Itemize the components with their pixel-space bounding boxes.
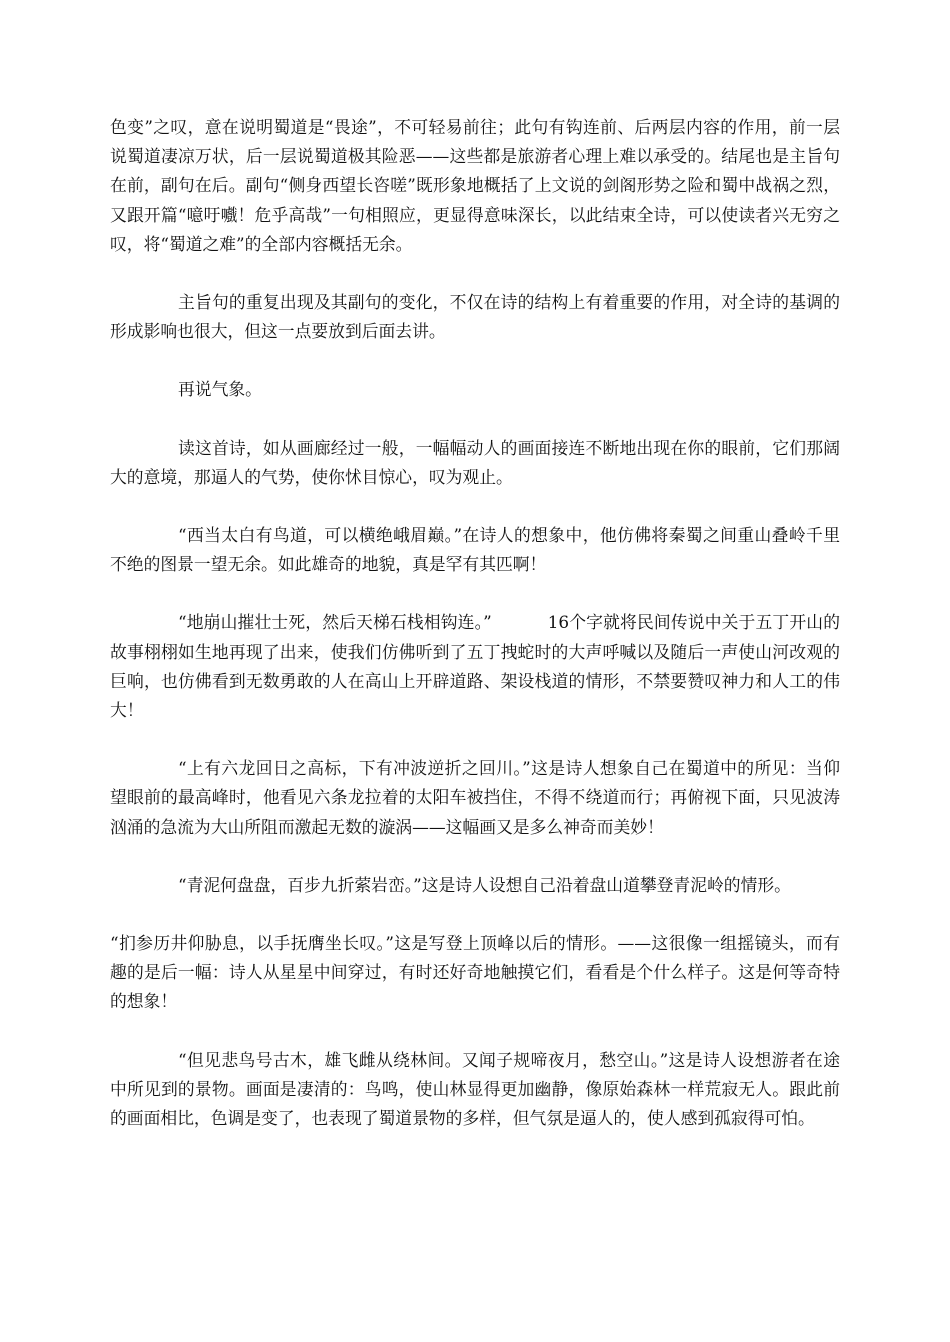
paragraph-3: 再说气象。 <box>178 379 262 400</box>
paragraph-6-body: 16个字就将民间传说中关于五丁开山的故事栩栩如生地再现了出来，使我们仿佛听到了五丁拽蛇时的大声呼喊以及随后一声使山河改观的巨响，也仿佛看到无数勇敢的人在高山上开辟道路、架设栈道的情形，不禁要赞叹神力和人工的伟大！ <box>110 612 841 721</box>
paragraph-1: 色变”之叹，意在说明蜀道是“畏途”，不可轻易前往；此句有钩连前、后两层内容的作用，前一层说蜀道凄凉万状，后一层说蜀道极其险恶——这些都是旅游者心理上难以承受的。结尾也是主旨句在前，副句在后。副句“侧身西望长咨嗟”既形象地概括了上文说的剑阁形势之险和蜀中战祸之烈，又跟开篇“噫吁嚱！危乎高哉”一句相照应，更显得意味深长，以此结束全诗，可以使读者兴无穷之叹，将“蜀道之难”的全部内容概括无余。 <box>110 117 840 254</box>
paragraph-2: 主旨句的重复出现及其副句的变化，不仅在诗的结构上有着重要的作用，对全诗的基调的形成影响也很大，但这一点要放到后面去讲。 <box>110 292 840 342</box>
paragraph-7: “上有六龙回日之高标，下有冲波逆折之回川。”这是诗人想象自己在蜀道中的所见：当仰望眼前的最高峰时，他看见六条龙拉着的太阳车被挡住，不得不绕道而行；再俯视下面，只见波涛汹涌的急流为大山所阻而激起无数的漩涡——这幅画又是多么神奇而美妙！ <box>110 758 840 837</box>
paragraph-6 <box>110 608 840 725</box>
paragraph-6-quote: “地崩山摧壮士死，然后天梯石栈相钩连。” <box>178 612 492 633</box>
paragraph-5: “西当太白有鸟道，可以横绝峨眉巅。”在诗人的想象中，他仿佛将秦蜀之间重山叠岭千里不绝的图景一望无余。如此雄奇的地貌，真是罕有其匹啊！ <box>110 525 840 575</box>
paragraph-8: “青泥何盘盘，百步九折萦岩峦。”这是诗人设想自己沿着盘山道攀登青泥岭的情形。 <box>178 874 791 895</box>
paragraph-9: “扪参历井仰胁息，以手抚膺坐长叹。”这是写登上顶峰以后的情形。——这很像一组摇镜头，而有趣的是后一幅：诗人从星星中间穿过，有时还好奇地触摸它们，看看是个什么样子。这是何等奇特的想象！ <box>110 933 840 1012</box>
document-page <box>110 113 840 1162</box>
paragraph-10: “但见悲鸟号古木，雄飞雌从绕林间。又闻子规啼夜月，愁空山。”这是诗人设想游者在途中所见到的景物。画面是凄清的：鸟鸣，使山林显得更加幽静，像原始森林一样荒寂无人。跟此前的画面相比，色调是变了，也表现了蜀道景物的多样，但气氛是逼人的，使人感到孤寂得可怕。 <box>110 1049 840 1129</box>
paragraph-4: 读这首诗，如从画廊经过一般，一幅幅动人的画面接连不断地出现在你的眼前，它们那阔大的意境，那逼人的气势，使你怵目惊心，叹为观止。 <box>110 437 840 487</box>
